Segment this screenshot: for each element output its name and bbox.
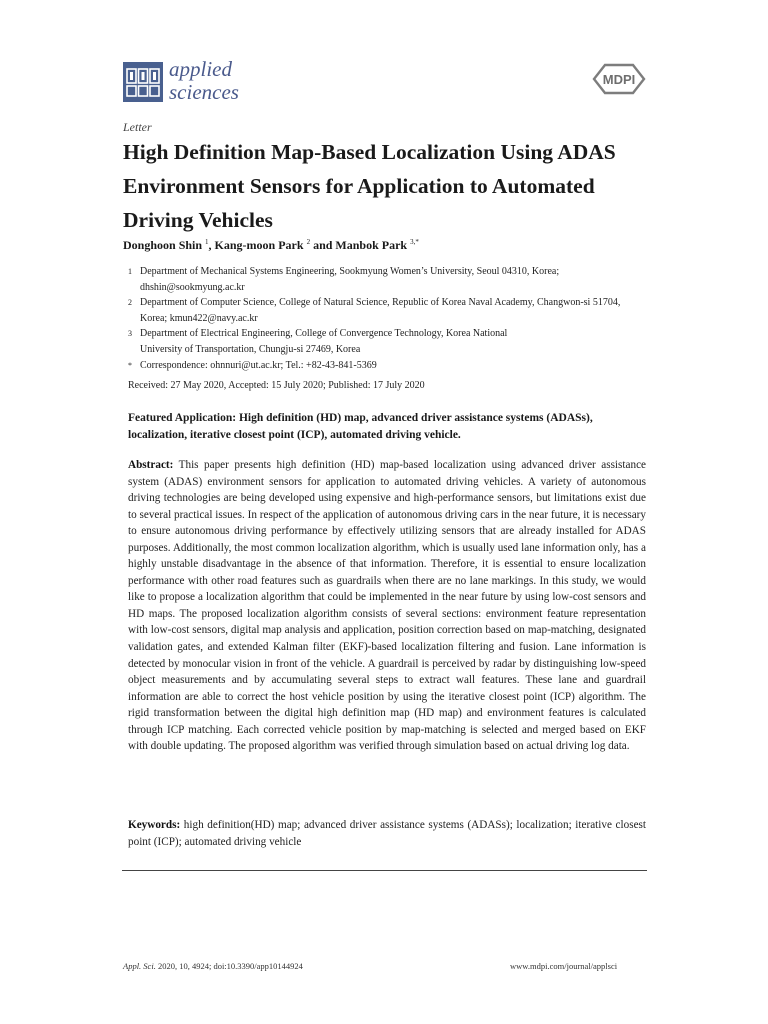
- keywords-text: high definition(HD) map; advanced driver assistance systems (ADASs); localization; iterative closest point (ICP); automated driving vehicle: [128, 819, 646, 848]
- featured-application: Featured Application: High definition (HD) map, advanced driver assistance systems (ADASs), localization, iterative closest point (ICP), automated driving vehicle.: [128, 412, 593, 441]
- journal-logo-icon: [123, 62, 163, 102]
- section-divider: [122, 870, 647, 871]
- journal-abbreviation: Appl. Sci.: [123, 961, 156, 971]
- affiliation-mark: 1: [128, 267, 132, 276]
- mdpi-logo-icon: [591, 62, 647, 96]
- journal-url[interactable]: www.mdpi.com/journal/applsci: [510, 961, 618, 971]
- author-affiliation-mark: 3,*: [410, 238, 419, 246]
- article-type: Letter: [123, 120, 152, 134]
- citation-text: 2020, 10, 4924; doi:10.3390/app10144924: [155, 961, 303, 971]
- mdpi-logo: [591, 62, 647, 96]
- author-name: Kang-moon Park: [214, 238, 304, 252]
- abstract: [128, 457, 646, 755]
- abstract-label: Abstract:: [128, 459, 174, 471]
- affiliation-mark: *: [128, 361, 132, 370]
- footer-citation: [123, 961, 303, 971]
- keywords: [128, 817, 646, 850]
- publisher-name: MDPI: [602, 72, 636, 87]
- author-separator: and: [310, 238, 336, 252]
- affiliation-mark: 3: [128, 329, 132, 338]
- journal-name-line2: sciences: [169, 80, 239, 104]
- publication-dates: Received: 27 May 2020, Accepted: 15 July 2020; Published: 17 July 2020: [128, 380, 425, 391]
- affiliation-text: Department of Electrical Engineering, College of Convergence Technology, Korea National University of Transportation, Chungju-si 27469, Korea: [140, 328, 508, 355]
- abstract-text: This paper presents high definition (HD) map-based localization using advanced driver assistance system (ADAS) environment sensors for application to automated driving vehicles. A variety of autonomous driving technologies are being developed using expensive and high-performance sensors, but limitations exist due to several practical issues. In respect of the application of autonomous driving cars in the near future, it is necessary to ensure autonomous driving performance by effectively utilizing sensors that are already installed for ADAS purposes. Additionally, the most common localization algorithm, which is usually used lane information only, has a highly unstable disadvantage in the absence of that information. Therefore, it is essential to ensure localization performance with other road features such as guardrails when there are no lane markings. In this study, we would like to propose a localization algorithm that could be implemented in the near future by using low-cost sensors and HD maps. The proposed localization algorithm consists of several sections: environment feature representation with low-cost sensors, digital map analysis and application, position correction based on map-matching, designated validation gates, and extended Kalman filter (EKF)-based localization filtering and fusion. Lane information is detected by monocular vision in front of the vehicle. A guardrail is perceived by radar by distinguishing low-speed object measurements and by accumulating several steps to extract wall features. These lane and guardrail information are able to correct the host vehicle position by using the iterative closest point (ICP) algorithm. The rigid transformation between the digital high definition map (HD map) and environment features is calculated through ICP matching. Each corrected vehicle position by map-matching is selected and merged based on EKF with double updating. The proposed algorithm was verified through simulation based on actual driving log data.: [128, 459, 646, 753]
- author-name: Donghoon Shin: [123, 238, 203, 252]
- journal-name: [169, 58, 239, 104]
- author-name: Manbok Park: [335, 238, 408, 252]
- affiliation-text: Department of Mechanical Systems Engineering, Sookmyung Women’s University, Seoul 04310, Korea; dhshin@sookmyung.ac.kr: [140, 266, 560, 293]
- author-list: [123, 238, 419, 253]
- affiliation-text: Correspondence: ohnnuri@ut.ac.kr; Tel.: +82-43-841-5369: [140, 360, 377, 371]
- affiliation-mark: 2: [128, 298, 132, 307]
- paper-title: High Definition Map-Based Localization Using ADAS Environment Sensors for Application to Automated Driving Vehicles: [123, 140, 616, 232]
- author-affiliation-mark: 1: [205, 238, 209, 246]
- author-separator: ,: [208, 238, 215, 252]
- journal-name-line1: applied: [169, 57, 232, 81]
- keywords-label: Keywords:: [128, 819, 181, 831]
- author-affiliation-mark: 2: [306, 238, 311, 246]
- journal-logo: [123, 58, 253, 106]
- affiliation-text: Department of Computer Science, College of Natural Science, Republic of Korea Naval Academy, Changwon-si 51704, Korea; kmun422@navy.ac.kr: [140, 297, 621, 324]
